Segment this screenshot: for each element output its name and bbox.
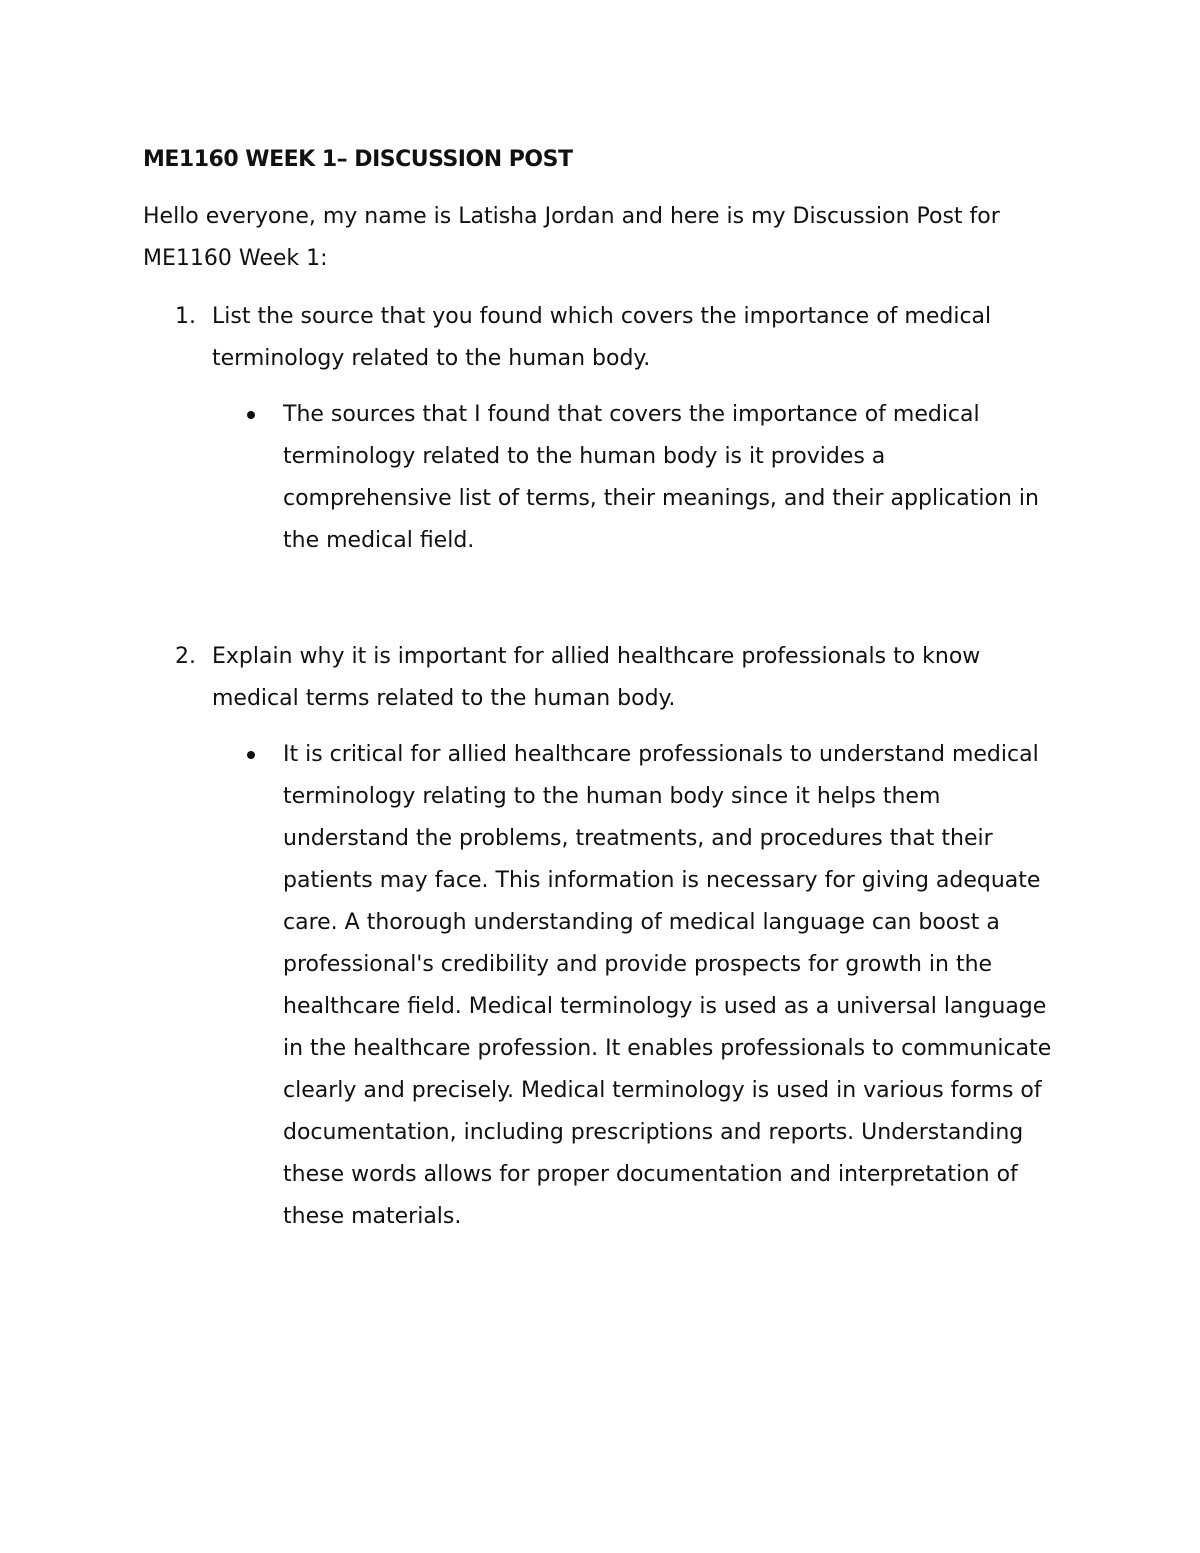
intro-paragraph: Hello everyone, my name is Latisha Jordan and here is my Discussion Post for ME1160 Week 1:: [143, 204, 1000, 271]
document-title: ME1160 WEEK 1– DISCUSSION POST: [143, 147, 573, 172]
answer-item-2: [143, 734, 1053, 1238]
question-item-1: [143, 296, 1043, 380]
question-text: Explain why it is important for allied healthcare professionals to know medical terms related to the human body.: [212, 644, 981, 711]
answer-text: The sources that I found that covers the importance of medical terminology related to the human body is it provides a comprehensive list of terms, their meanings, and their application in the medical field.: [283, 402, 1039, 553]
question-number: 1.: [175, 304, 196, 329]
answer-text: It is critical for allied healthcare professionals to understand medical terminology relating to the human body since it helps them understand the problems, treatments, and procedures that their patients may face. This information is necessary for giving adequate care. A thorough understanding of medical language can boost a professional's credibility and provide prospects for growth in the healthcare field. Medical terminology is used as a universal language in the healthcare profession. It enables professionals to communicate clearly and precisely. Medical terminology is used in various forms of documentation, including prescriptions and reports. Understanding these words allows for proper documentation and interpretation of these materials.: [283, 742, 1052, 1229]
bullet-icon: [247, 411, 255, 419]
bullet-icon: [247, 751, 255, 759]
question-item-2: [143, 636, 1043, 720]
answer-item-1: [143, 394, 1053, 562]
question-number: 2.: [175, 644, 196, 669]
question-text: List the source that you found which covers the importance of medical terminology related to the human body.: [212, 304, 992, 371]
